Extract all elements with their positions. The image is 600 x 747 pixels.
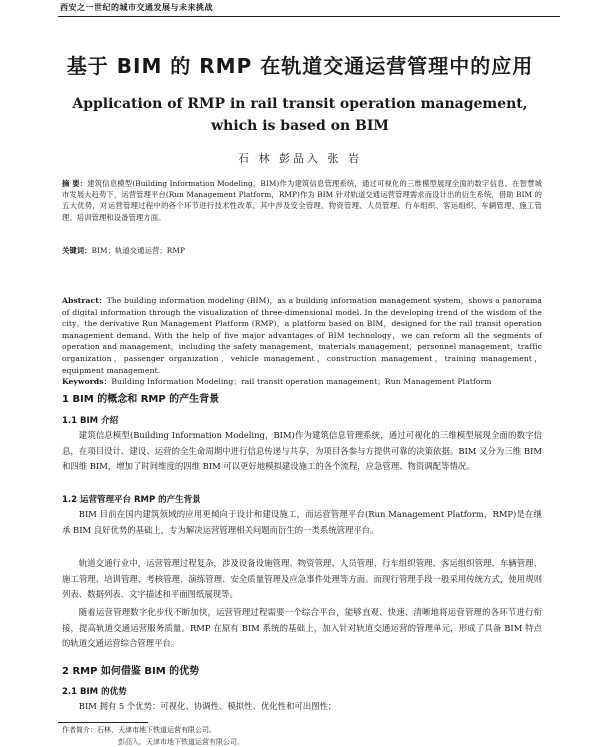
header-rule [58,16,560,17]
footnote-rule [58,722,148,723]
section-1-heading: 1 BIM 的概念和 RMP 的产生背景 [62,394,220,405]
keywords-chinese [62,245,542,256]
section-1-2-paragraph-1: BIM 目前在国内建筑领域的应用更倾向于设计和建设施工，而运营管理平台(Run Management Platform，RMP)是在继承 BIM 良好优势的基础上，专为解决运营管理相关问题而衍生的一类系统管理平台。 [62,509,542,535]
footnote-2: 彭品入，天津市地下铁道运营有限公司。 [118,738,244,746]
abstract-chinese-text: 建筑信息模型(Building Information Modeling，BIM)作为建筑信息管理系统，通过可视化的三维模型展现全面的数字信息。在智慧城市发展大趋势下，运营管理平台(Run Management Platform，RMP)作为 BIM 针对轨道交通运营管理需求而设计出的衍生系统，借助 BIM 的五大优势，对运营管理过程中的各个环节进行技术性改革，其中涉及安全管理、物资管理、人员管理、行车组织、客运组织、车辆管理、施工管理、培训管理和设备管理方面。 [62,179,542,222]
section-1-2-heading: 1.2 运营管理平台 RMP 的产生背景 [62,495,201,505]
keywords-chinese-label: 关键词： [62,246,92,255]
running-head: 西安之一世纪的城市交通发展与未来挑战 [60,3,213,12]
keywords-chinese-text: BIM；轨道交通运营；RMP [91,246,185,255]
section-1-2-paragraph-2: 轨道交通行业中，运营管理过程复杂，涉及设备设施管理、物资管理、人员管理、行车组织管理、客运组织管理、车辆管理、施工管理、培训管理、考核管理、演练管理、安全质量管理及应急事件处理等方面。而现行管理手段一般采用传统方式，使用规则列表、数据列表、文字描述和平面图纸展现等。 [62,558,542,599]
footnote: 作者简介：石林，天津市地下铁道运营有限公司。 [62,726,216,734]
title-english [60,93,540,137]
abstract-chinese-label: 摘 要： [62,179,88,188]
section-2-heading: 2 RMP 如何借鉴 BIM 的优势 [62,666,200,677]
section-1-2-paragraph-3: 随着运营管理数字化步伐不断加快，运营管理过程需要一个综合平台，能够直观、快速、清晰地将运营管理的各环节进行衔接，提高轨道交通运营服务质量。RMP 在原有 BIM 系统的基础上，加入针对轨道交通运营的管理单元，形成了具备 BIM 特点的轨道交通运营综合管理平台。 [62,607,542,648]
abstract-english [62,295,542,388]
section-2-1-paragraph: BIM 拥有 5 个优势：可视化、协调性、模拟性、优化性和可出图性； [78,701,337,711]
section-2-1-heading: 2.1 BIM 的优势 [62,687,127,697]
abstract-english-text: The building information modeling (BIM)，as a building information management system，shows a panorama of digital information through the visualization of three-dimensional model. In the developing trend of the wisdom of the city，the derivative Run Management Platform (RMP)，a platform based on BIM，designed for the rail transit operation management demand. With the help of five major advantages of BIM technology，we can reform all the segments of operation and management，including the safety management，materials management，personnel management，traffic organization，passenger organization，vehicle management，construction management，training management，equipment management. [62,296,543,375]
authors: 石 林 彭品入 张 岩 [238,152,362,165]
keywords-english-text: Building Information Modeling；rail transit operation management；Run Management Platform [111,377,492,387]
title-english-line-2: which is based on BIM [211,118,389,134]
abstract-english-label: Abstract： [62,296,107,305]
section-1-1-paragraph: 建筑信息模型(Building Information Modeling，BIM)作为建筑信息管理系统，通过可视化的三维模型展现全面的数字信息，在项目设计、建设、运营的全生命周期中进行信息传递与共享，为项目各参与方提供可靠的决策依据。BIM 又分为三维 BIM 和四维 BIM，增加了时间维度的四维 BIM 可以更好地模拟建设施工的各个流程，应急管理、物资调配等情况。 [62,430,542,471]
title-chinese: 基于 BIM 的 RMP 在轨道交通运营管理中的应用 [66,54,534,78]
keywords-english-label: Keywords： [62,377,112,387]
title-english-line-1: Application of RMP in rail transit operation management, [72,96,528,112]
abstract-chinese [62,178,542,223]
section-1-1-heading: 1.1 BIM 介绍 [62,416,119,426]
